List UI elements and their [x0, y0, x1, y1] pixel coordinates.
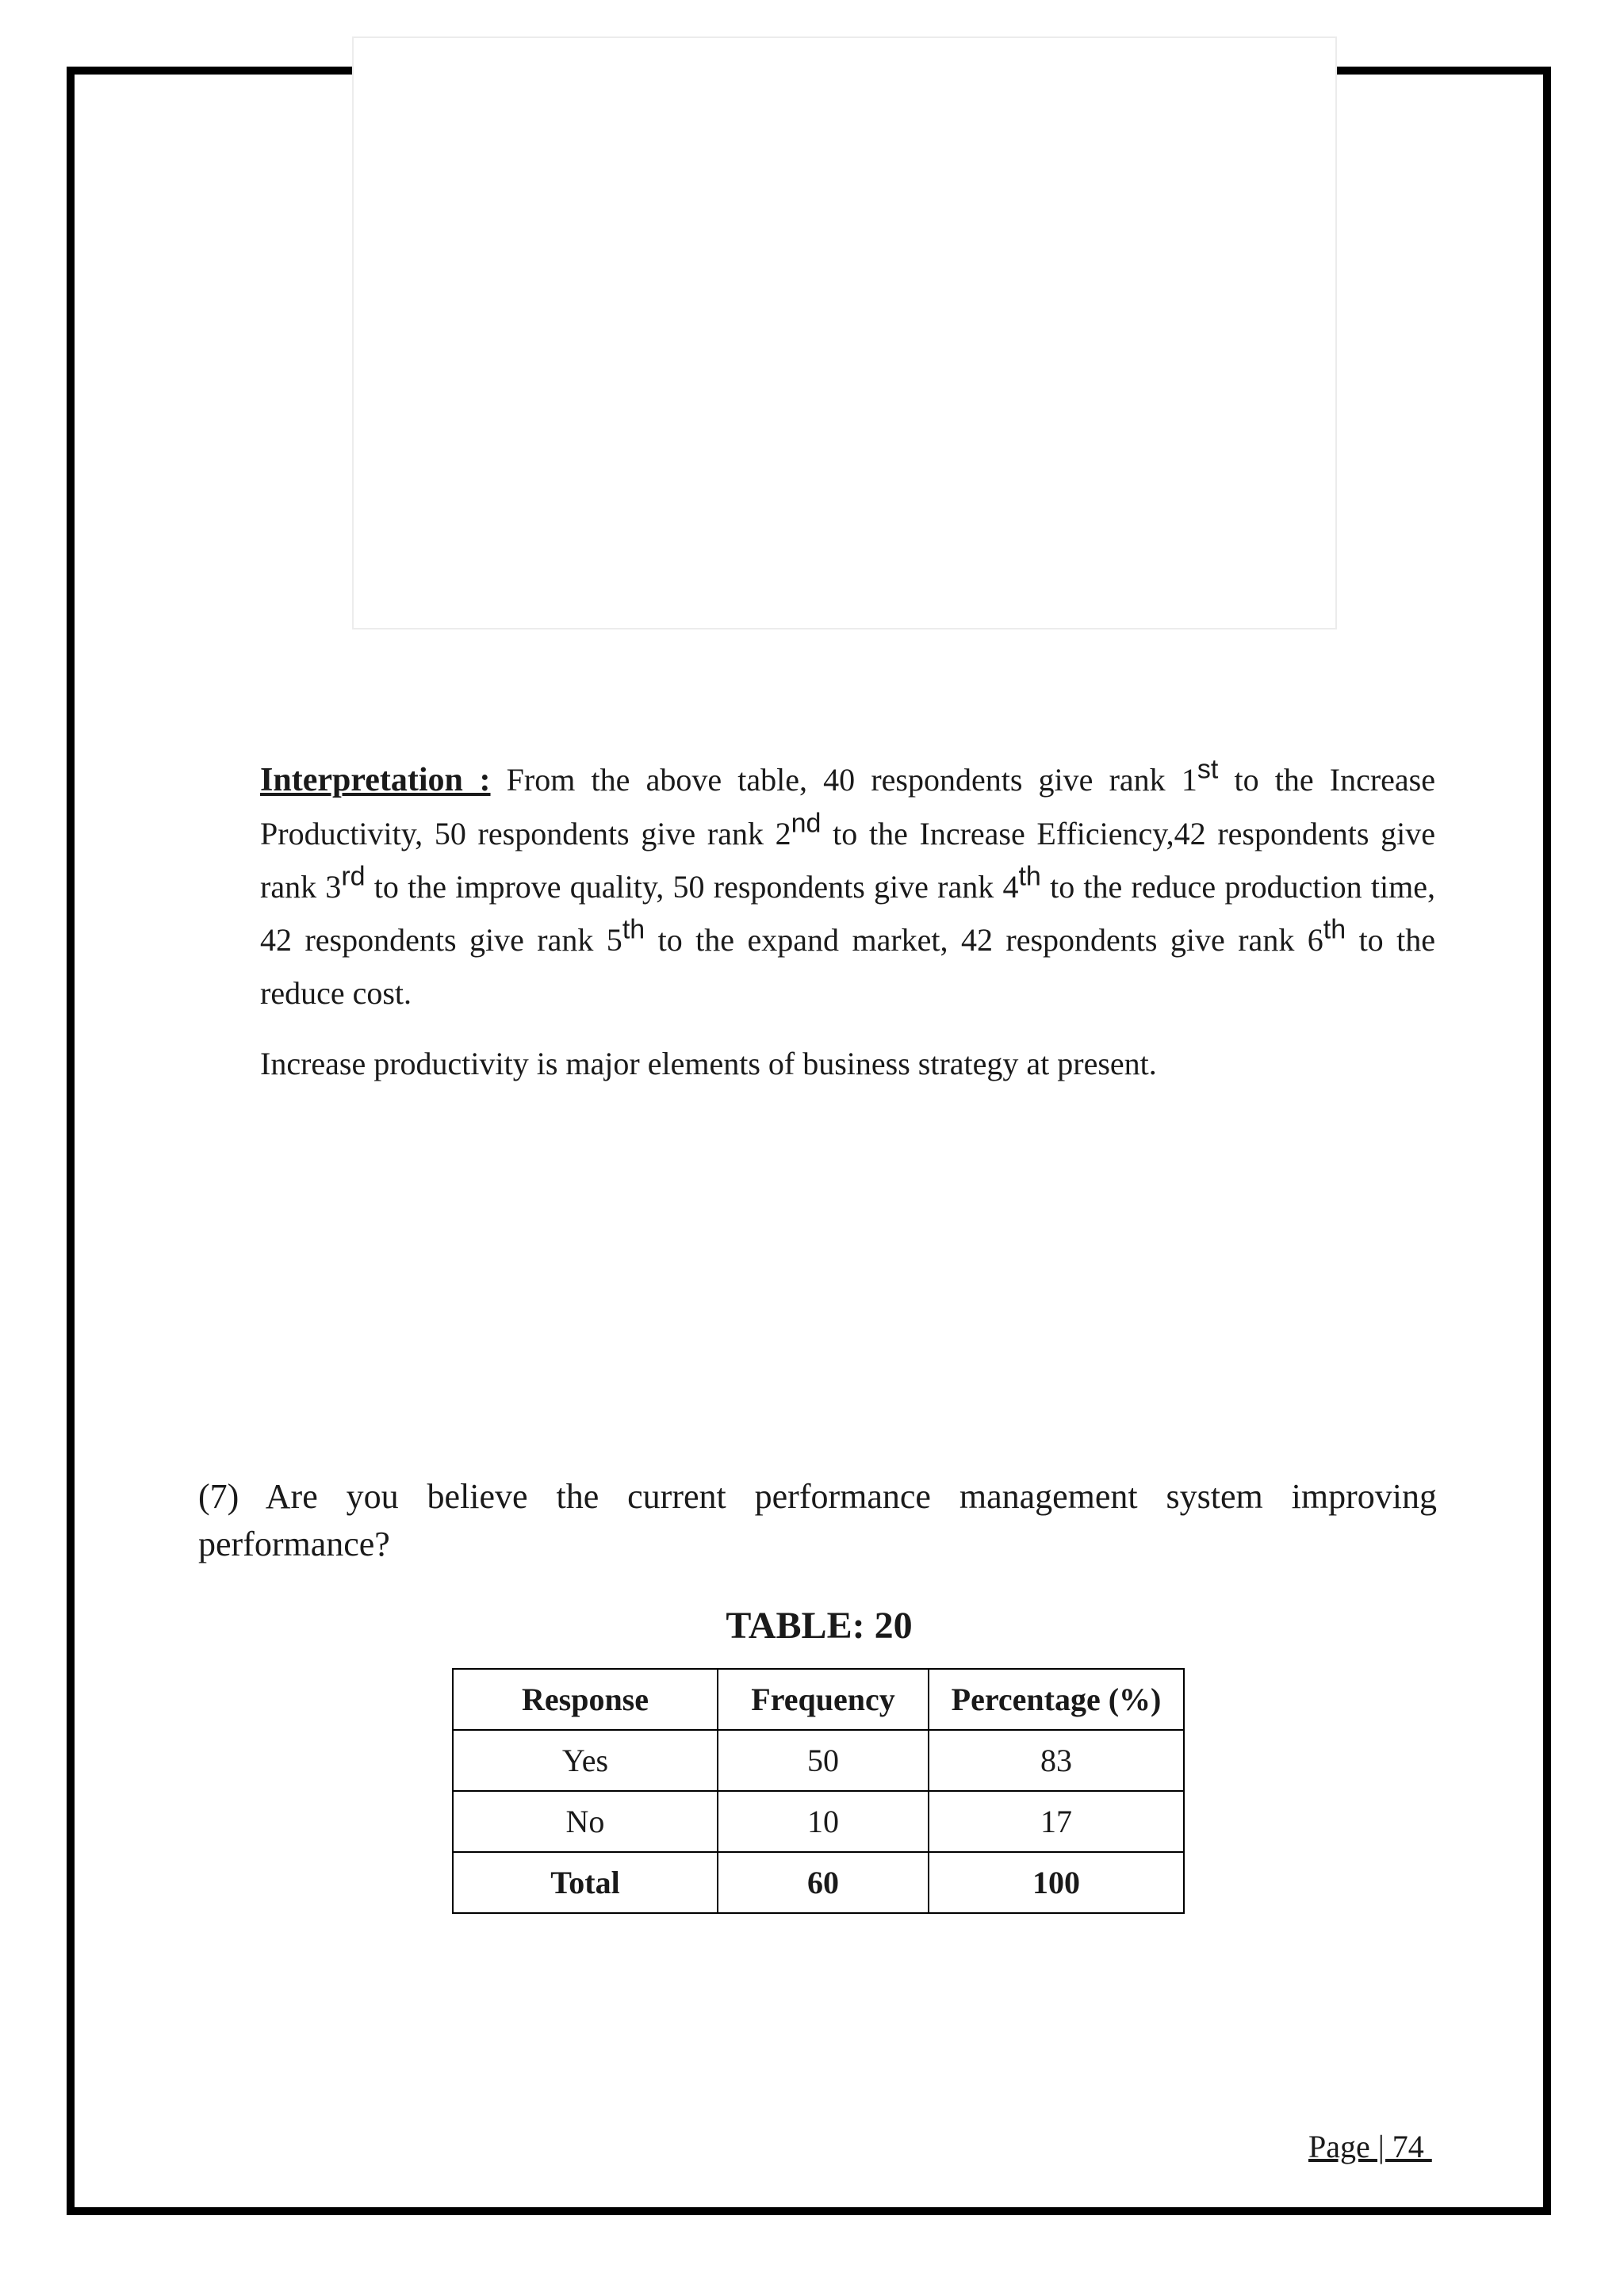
table-row [453, 1791, 1184, 1852]
table-cell-response: No [453, 1791, 718, 1852]
table-total-label: Total [453, 1852, 718, 1913]
column-header-response: Response [453, 1669, 718, 1730]
ordinal-suffix: nd [791, 808, 822, 839]
ordinal-suffix: st [1197, 754, 1219, 785]
interpretation-text: to the Increase Productivity, 50 respondents give rank 2 [260, 762, 1436, 851]
blank-image-area [352, 36, 1337, 629]
interpretation-text: to the improve quality, 50 respondents give rank 4 [365, 869, 1019, 905]
interpretation-text: to the expand market, 42 respondents give rank 6 [645, 922, 1323, 958]
interpretation-text: From the above table, 40 respondents give rank 1 [490, 762, 1197, 798]
interpretation-heading: Interpretation : [260, 762, 491, 798]
column-header-frequency: Frequency [718, 1669, 929, 1730]
interpretation-text: to the Increase Efficiency,42 respondents give rank 3 [260, 816, 1435, 905]
table-total-row [453, 1852, 1184, 1913]
table-cell-percentage: 83 [929, 1730, 1184, 1791]
page-number: Page | 74 [1308, 2129, 1432, 2164]
interpretation-paragraph [260, 753, 1435, 1020]
interpretation-text: to the reduce production time, 42 respondents give rank 5 [260, 869, 1435, 958]
table-title: TABLE: 20 [726, 1605, 913, 1647]
table-cell-response: Yes [453, 1730, 718, 1791]
table-header-row [453, 1669, 1184, 1730]
survey-question: (7) Are you believe the current performance management system improving performance? [198, 1477, 1437, 1563]
column-header-percentage: Percentage (%) [929, 1669, 1184, 1730]
table-cell-frequency: 50 [718, 1730, 929, 1791]
ordinal-suffix: rd [341, 861, 366, 892]
table-cell-frequency: 10 [718, 1791, 929, 1852]
table-cell-percentage: 17 [929, 1791, 1184, 1852]
ordinal-suffix: th [1323, 914, 1346, 945]
table-row [453, 1730, 1184, 1791]
ordinal-suffix: th [1018, 861, 1041, 892]
interpretation-text: to the reduce cost. [260, 922, 1436, 1011]
response-table [452, 1668, 1185, 1914]
conclusion-paragraph: Increase productivity is major elements of business strategy at present. [260, 1046, 1157, 1081]
table-total-frequency: 60 [718, 1852, 929, 1913]
table-total-percentage: 100 [929, 1852, 1184, 1913]
ordinal-suffix: th [622, 914, 645, 945]
